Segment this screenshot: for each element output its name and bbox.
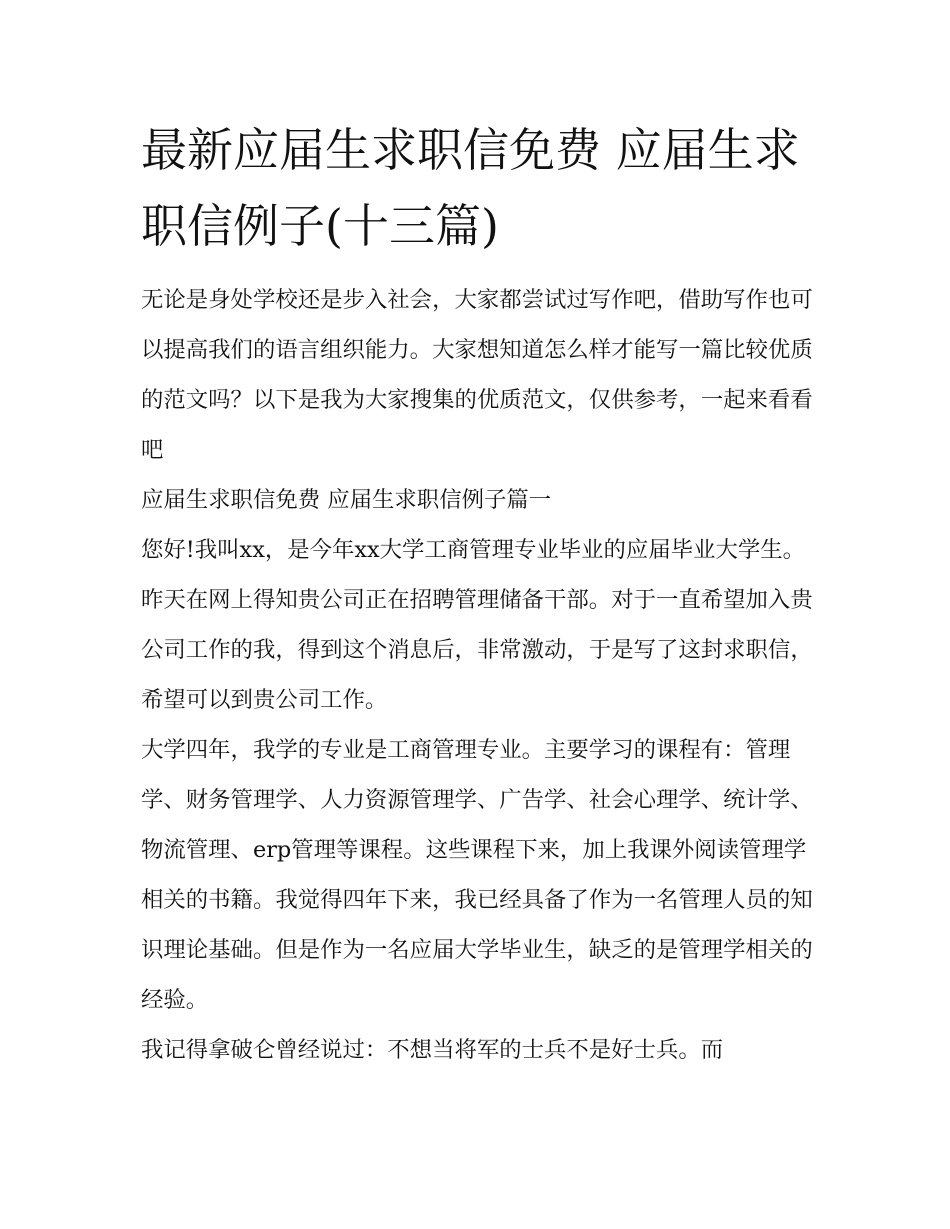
body-paragraph: 我记得拿破仑曾经说过：不想当将军的士兵不是好士兵。而	[141, 1037, 724, 1063]
document-body	[141, 112, 813, 1075]
intro-paragraph: 无论是身处学校还是步入社会，大家都尝试过写作吧，借助写作也可以提高我们的语言组织能力。大家想知道怎么样才能写一篇比较优质的范文吗？以下是我为大家搜集的优质范文，仅供参考，一起来看看吧	[141, 287, 813, 463]
body-paragraph: 您好!我叫xx，是今年xx大学工商管理专业毕业的应届毕业大学生。昨天在网上得知贵公司正在招聘管理储备干部。对于一直希望加入贵公司工作的我，得到这个消息后，非常激动，于是写了这封求职信，希望可以到贵公司工作。	[141, 537, 813, 713]
body-paragraph: 大学四年，我学的专业是工商管理专业。主要学习的课程有：管理学、财务管理学、人力资源管理学、广告学、社会心理学、统计学、物流管理、erp管理等课程。这些课程下来，加上我课外阅读管理学相关的书籍。我觉得四年下来，我已经具备了作为一名管理人员的知识理论基础。但是作为一名应届大学毕业生，缺乏的是管理学相关的经验。	[141, 737, 813, 1013]
document-title: 最新应届生求职信免费 应届生求职信例子(十三篇)	[141, 123, 800, 253]
section-heading: 应届生求职信免费 应届生求职信例子篇一	[141, 487, 552, 513]
